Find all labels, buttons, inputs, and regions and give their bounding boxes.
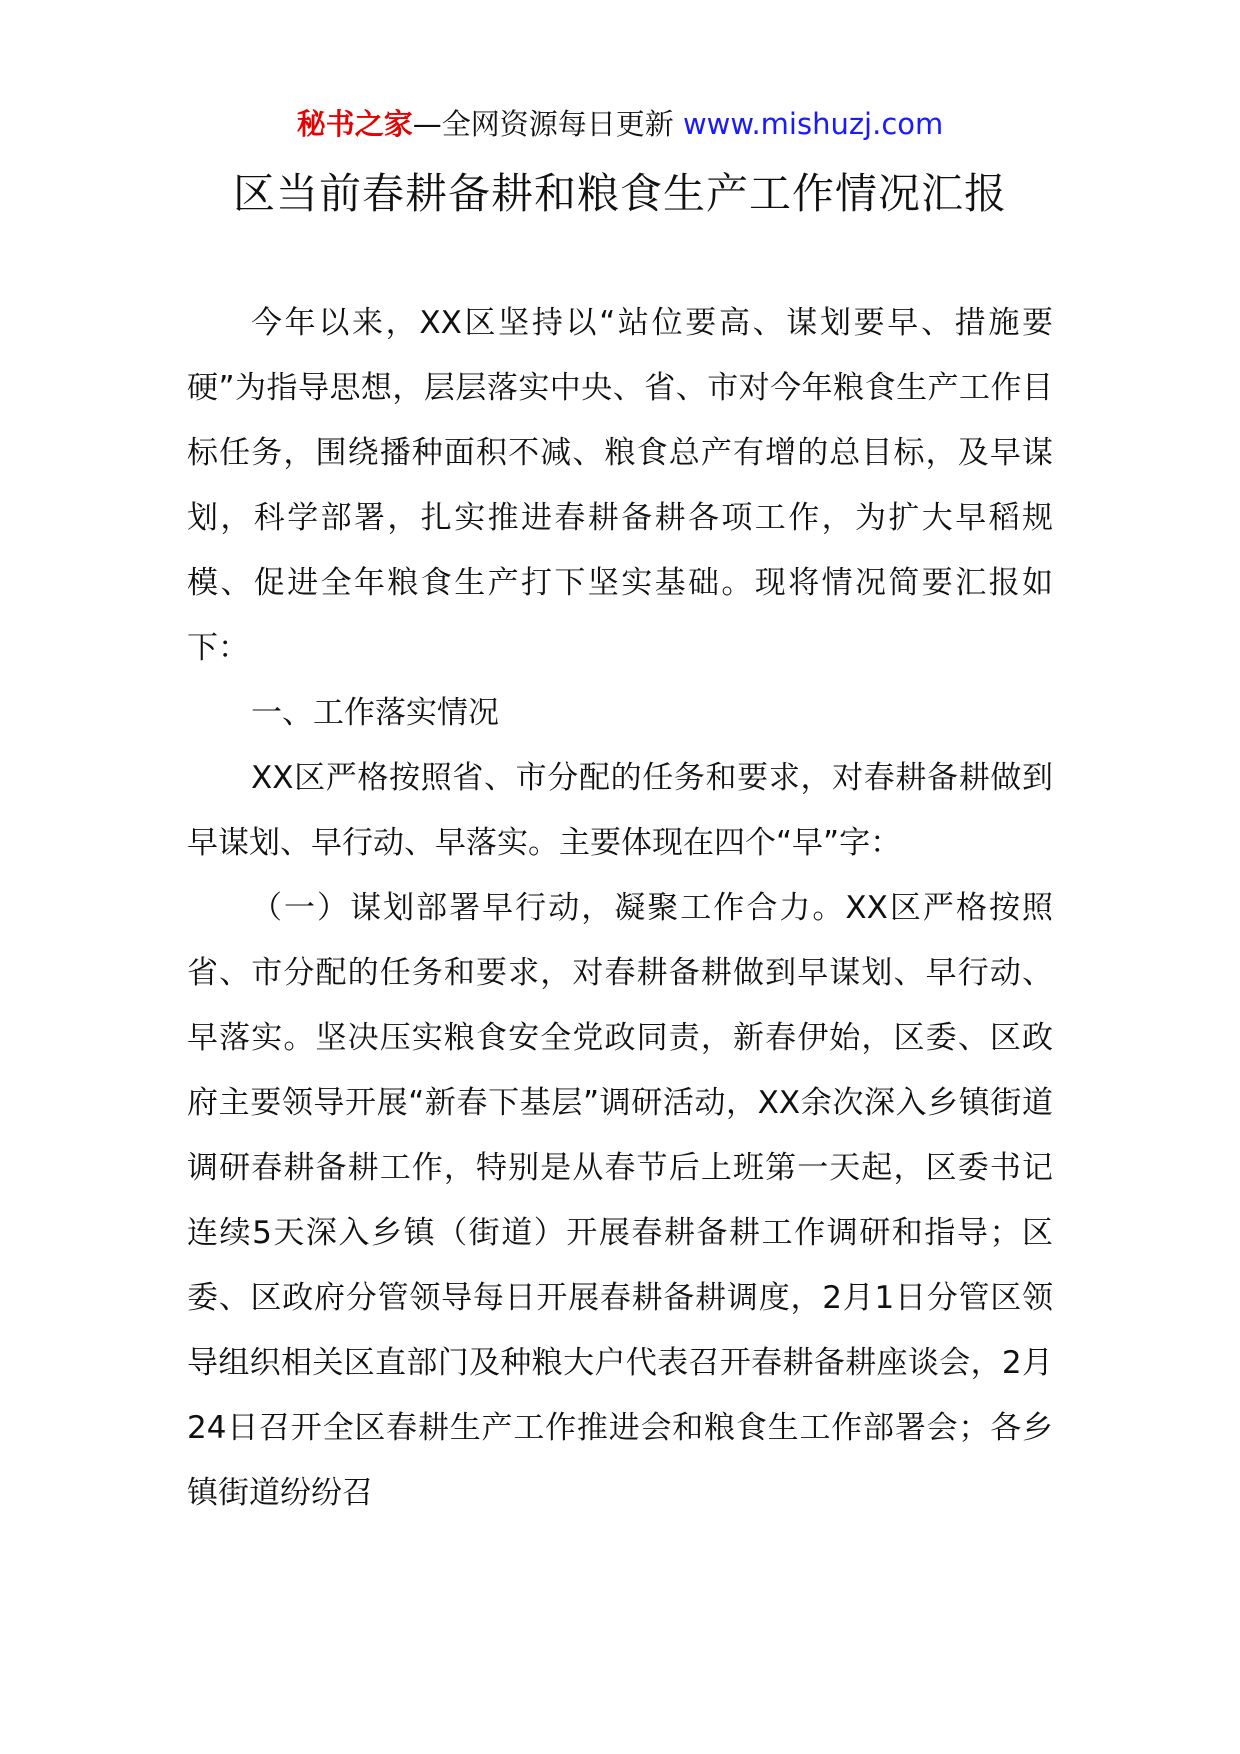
intro-paragraph: 今年以来，XX区坚持以“站位要高、谋划要早、措施要硬”为指导思想，层层落实中央、省、市对今年粮食生产工作目标任务，围绕播种面积不减、粮食总产有增的总目标，及早谋划，科学部署，扎实推进春耕备耕各项工作，为扩大早稻规模、促进全年粮食生产打下坚实基础。现将情况简要汇报如下： — [187, 305, 1053, 666]
document-body — [187, 291, 1053, 1526]
section-heading: 一、工作落实情况 — [251, 695, 499, 731]
site-header — [0, 104, 1240, 144]
section-paragraph: XX区严格按照省、市分配的任务和要求，对春耕备耕做到早谋划、早行动、早落实。主要体现在四个“早”字： — [187, 760, 1053, 861]
brand-name: 秘书之家 — [296, 107, 413, 141]
header-tagline: —全网资源每日更新 — [412, 107, 674, 141]
document-title: 区当前春耕备耕和粮食生产工作情况汇报 — [232, 169, 1007, 218]
site-url-link[interactable]: www.mishuzj.com — [682, 107, 944, 141]
subsection-paragraph: （一）谋划部署早行动，凝聚工作合力。XX区严格按照省、市分配的任务和要求，对春耕备耕做到早谋划、早行动、早落实。坚决压实粮食安全党政同责，新春伊始，区委、区政府主要领导开展“新春下基层”调研活动，XX余次深入乡镇街道调研春耕备耕工作，特别是从春节后上班第一天起，区委书记连续5天深入乡镇（街道）开展春耕备耕工作调研和指导；区委、区政府分管领导每日开展春耕备耕调度，2月1日分管区领导组织相关区直部门及种粮大户代表召开春耕备耕座谈会，2月24日召开全区春耕生产工作推进会和粮食生工作部署会；各乡镇街道纷纷召 — [187, 890, 1053, 1511]
